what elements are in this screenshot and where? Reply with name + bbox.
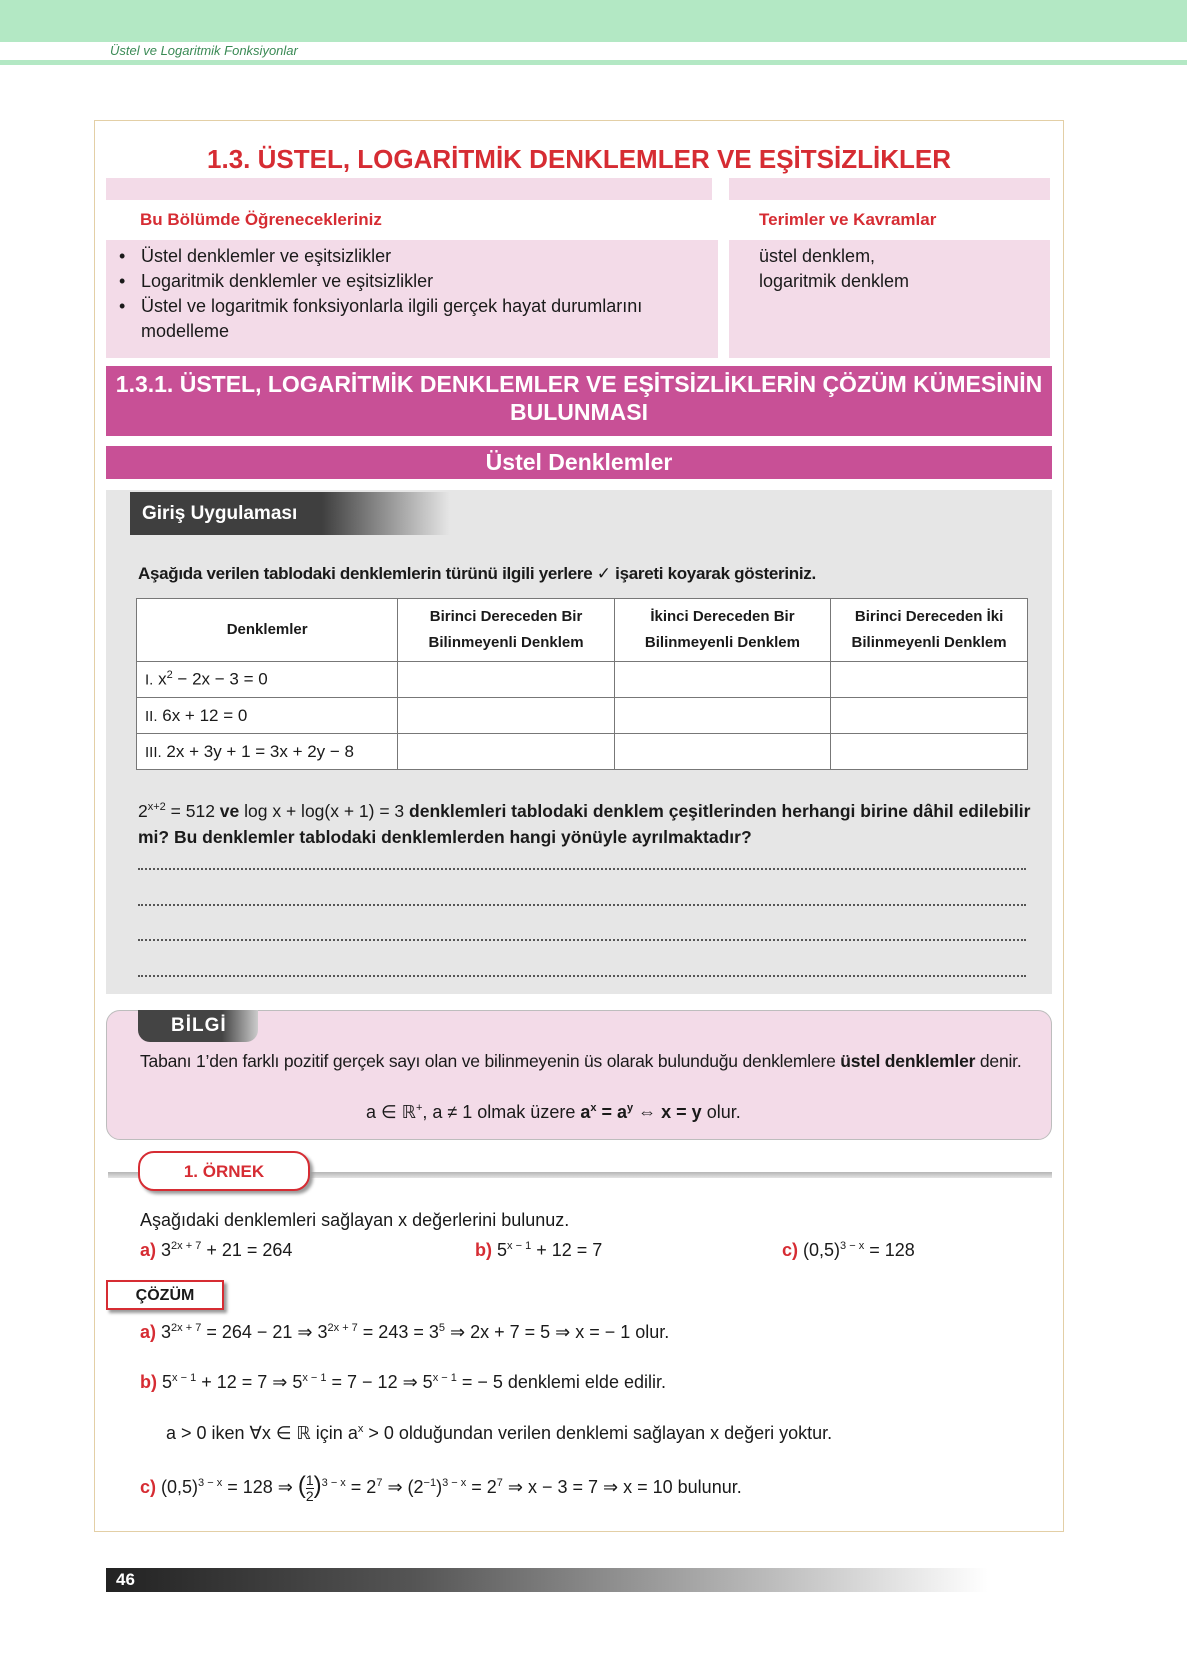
equation-table	[136, 598, 1028, 770]
subsection-title-line1: 1.3.1. ÜSTEL, LOGARİTMİK DENKLEMLER VE EŞİTSİZLİKLERİN ÇÖZÜM KÜMESİNİN	[115, 371, 1043, 397]
check-cell[interactable]	[831, 734, 1028, 770]
terms-top-bar	[729, 178, 1050, 200]
answer-line[interactable]	[138, 868, 1026, 870]
solution-a: a) $3^{2x + 7} = 264 - 21$ ⇒ $3^{2x + 7} = 243 = 3^5$ ⇒ 2x + 7 = 5 ⇒ x = − 1 olur.	[140, 1322, 670, 1342]
answer-line[interactable]	[138, 975, 1026, 977]
learn-heading: Bu Bölümde Öğrenecekleriniz	[140, 210, 382, 229]
learn-item: • Üstel ve logaritmik fonksiyonlarla ilgili gerçek hayat durumlarını modelleme	[117, 294, 677, 344]
check-cell[interactable]	[614, 662, 830, 698]
fraction: $\frac{1}{2}$	[305, 1471, 314, 1504]
term-item: logaritmik denklem	[759, 271, 910, 291]
check-cell[interactable]	[398, 662, 614, 698]
running-header: Üstel ve Logaritmik Fonksiyonlar	[110, 43, 298, 58]
check-cell[interactable]	[614, 698, 830, 734]
table-header-row	[137, 599, 1028, 662]
footer-bar	[106, 1568, 988, 1592]
info-text: Tabanı 1’den farklı pozitif gerçek sayı olan ve bilinmeyenin üs olarak bulunduğu denklemlere üstel denklemler denir.	[140, 1051, 1022, 1071]
terms-list	[759, 244, 909, 294]
header-col2: Birinci Dereceden Bir Bilinmeyenli Denklem	[398, 599, 614, 662]
equation-cell: II. 6x + 12 = 0	[137, 698, 398, 734]
info-formula: a ∈ ℝ+, a ≠ 1 olmak üzere $a^x = a^y$ ⇔ x = y olur.	[366, 1102, 741, 1122]
intro-question: $2^{x+2} = 512$ ve log x + log(x + 1) = 3 denklemleri tablodaki denklem çeşitlerinden herhangi birine dâhil edilebilir mi? Bu denklemler tablodaki denklemlerden hangi yönüyle ayrılmaktadır?	[138, 800, 1031, 847]
solution-tab: ÇÖZÜM	[106, 1280, 224, 1310]
header-rule	[0, 60, 1187, 65]
check-cell[interactable]	[398, 698, 614, 734]
intro-heading: Giriş Uygulaması	[130, 492, 450, 535]
top-color-band	[0, 0, 1187, 42]
learn-list	[117, 244, 677, 344]
learn-item: • Üstel denklemler ve eşitsizlikler	[117, 244, 677, 269]
intro-prompt: Aşağıda verilen tablodaki denklemlerin türünü ilgili yerlere ✓ işareti koyarak gösteriniz.	[138, 564, 816, 583]
answer-line[interactable]	[138, 939, 1026, 941]
solution-b: b) $5^{x - 1} + 12 = 7$ ⇒ $5^{x - 1} = 7 - 12$ ⇒ $5^{x - 1}$ = − 5 denklemi elde edilir.	[140, 1372, 666, 1392]
solution-c: c) $(0,5)^{3 - x} = 128$ ⇒ ( $\frac{1}{2}$ )$^{3 - x} = 2^7$ ⇒ $(2^{-1})^{3 - x} = 2^7$ ⇒ x − 3 = 7 ⇒ x = 10 bulunur.	[140, 1471, 742, 1504]
subsection-title-line2: BULUNMASI	[510, 399, 648, 425]
example-question: Aşağıdaki denklemleri sağlayan x değerlerini bulunuz.	[140, 1210, 570, 1230]
topic-banner: Üstel Denklemler	[106, 446, 1052, 479]
solution-b-note: a > 0 iken ∀x ∈ ℝ için $a^x > 0$ olduğundan verilen denklemi sağlayan x değeri yoktur.	[166, 1423, 833, 1443]
example-part-a: a) $3^{2x + 7} + 21 = 264$	[140, 1240, 293, 1260]
section-title: 1.3. ÜSTEL, LOGARİTMİK DENKLEMLER VE EŞİTSİZLİKLER	[207, 144, 951, 174]
terms-heading: Terimler ve Kavramlar	[759, 210, 937, 229]
learn-top-bar	[106, 178, 712, 200]
header-denklemler: Denklemler	[137, 599, 398, 662]
learn-item: • Logaritmik denklemler ve eşitsizlikler	[117, 269, 677, 294]
header-col4: Birinci Dereceden İki Bilinmeyenli Denklem	[831, 599, 1028, 662]
example-tab: 1. ÖRNEK	[138, 1151, 310, 1191]
example-part-c: c) $(0,5)^{3 - x} = 128$	[782, 1240, 915, 1260]
subsection-banner	[106, 366, 1052, 436]
table-row	[137, 698, 1028, 734]
header-col3: İkinci Dereceden Bir Bilinmeyenli Denklem	[614, 599, 830, 662]
page-number: 46	[116, 1570, 135, 1589]
check-cell[interactable]	[831, 698, 1028, 734]
answer-line[interactable]	[138, 904, 1026, 906]
check-cell[interactable]	[614, 734, 830, 770]
check-cell[interactable]	[398, 734, 614, 770]
table-row	[137, 734, 1028, 770]
table-row	[137, 662, 1028, 698]
equation-cell: III. 2x + 3y + 1 = 3x + 2y − 8	[137, 734, 398, 770]
check-cell[interactable]	[831, 662, 1028, 698]
example-part-b: b) $5^{x - 1} + 12 = 7$	[475, 1240, 603, 1260]
equation-cell: I. $x^2 - 2x - 3 = 0$	[137, 662, 398, 698]
info-tab: BİLGİ	[138, 1010, 258, 1042]
term-item: üstel denklem,	[759, 246, 876, 266]
